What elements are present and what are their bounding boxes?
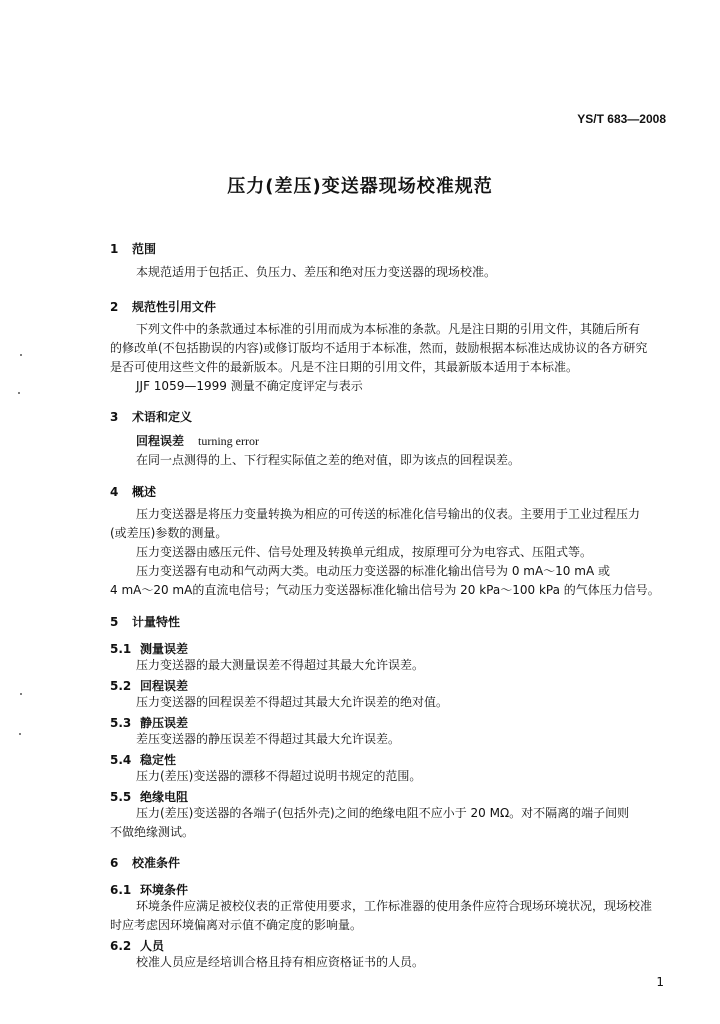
section-6-2-text: 校准人员应是经培训合格且持有相应资格证书的人员。 xyxy=(136,955,425,969)
section-2-text-line3: 是否可使用这些文件的最新版本。凡是不注日期的引用文件，其最新版本适用于本标准。 xyxy=(110,360,579,374)
scan-speck xyxy=(20,354,22,356)
section-4-text-line2: (或差压)参数的测量。 xyxy=(110,526,228,540)
section-3-heading: 3 术语和定义 xyxy=(110,410,193,424)
term-entry xyxy=(136,435,259,447)
scan-speck xyxy=(18,392,20,394)
term-definition: 在同一点测得的上、下行程实际值之差的绝对值，即为该点的回程误差。 xyxy=(136,453,521,467)
section-2-heading: 2 规范性引用文件 xyxy=(110,300,217,314)
section-6-1-text-line2: 时应考虑因环境偏离对示值不确定度的影响量。 xyxy=(110,918,363,932)
section-6-2-heading: 6.2 人员 xyxy=(110,939,165,953)
section-6-1-text-line1: 环境条件应满足被校仪表的正常使用要求，工作标准器的使用条件应符合现场环境状况，现场校准 xyxy=(136,899,653,913)
standard-number: YS/T 683—2008 xyxy=(577,112,666,126)
section-2-text-line1: 下列文件中的条款通过本标准的引用而成为本标准的条款。凡是注日期的引用文件，其随后所有 xyxy=(136,322,641,336)
section-6-heading: 6 校准条件 xyxy=(110,856,181,870)
section-2-reference: JJF 1059—1999 测量不确定度评定与表示 xyxy=(136,379,363,393)
section-5-heading: 5 计量特性 xyxy=(110,615,181,629)
scan-speck xyxy=(20,693,22,695)
scan-speck xyxy=(19,733,21,735)
section-5-3-heading: 5.3 静压误差 xyxy=(110,716,189,730)
section-5-3-text: 差压变送器的静压误差不得超过其最大允许误差。 xyxy=(136,732,401,746)
section-5-5-text-line1: 压力(差压)变送器的各端子(包括外壳)之间的绝缘电阻不应小于 20 MΩ。对不隔离的端子间则 xyxy=(136,806,630,820)
section-5-2-text: 压力变送器的回程误差不得超过其最大允许误差的绝对值。 xyxy=(136,695,449,709)
section-5-2-heading: 5.2 回程误差 xyxy=(110,679,189,693)
section-1-text: 本规范适用于包括正、负压力、差压和绝对压力变送器的现场校准。 xyxy=(136,265,497,279)
section-1-heading: 1 范围 xyxy=(110,242,157,256)
section-5-5-heading: 5.5 绝缘电阻 xyxy=(110,790,189,804)
section-5-4-heading: 5.4 稳定性 xyxy=(110,753,177,767)
section-5-4-text: 压力(差压)变送器的漂移不得超过说明书规定的范围。 xyxy=(136,769,422,783)
section-5-5-text-line2: 不做绝缘测试。 xyxy=(110,825,195,839)
term-chinese: 回程误差 xyxy=(136,434,185,448)
section-4-text-line3: 压力变送器由感压元件、信号处理及转换单元组成，按原理可分为电容式、压阻式等。 xyxy=(136,545,593,559)
section-5-1-text: 压力变送器的最大测量误差不得超过其最大允许误差。 xyxy=(136,658,425,672)
term-english: turning error xyxy=(198,434,259,448)
section-4-text-line4: 压力变送器有电动和气动两大类。电动压力变送器的标准化输出信号为 0 mA～10 mA 或 xyxy=(136,564,610,578)
page-title: 压力(差压)变送器现场校准规范 xyxy=(227,176,493,197)
page-number: 1 xyxy=(656,975,664,989)
section-5-1-heading: 5.1 测量误差 xyxy=(110,642,189,656)
section-6-1-heading: 6.1 环境条件 xyxy=(110,883,189,897)
section-4-text-line1: 压力变送器是将压力变量转换为相应的可传送的标准化信号输出的仪表。主要用于工业过程压力 xyxy=(136,507,641,521)
section-4-text-line5: 4 mA～20 mA的直流电信号；气动压力变送器标准化输出信号为 20 kPa～100 kPa 的气体压力信号。 xyxy=(110,583,660,597)
section-2-text-line2: 的修改单(不包括勘误的内容)或修订版均不适用于本标准，然而，鼓励根据本标准达成协议的各方研究 xyxy=(110,341,648,355)
section-4-heading: 4 概述 xyxy=(110,485,157,499)
